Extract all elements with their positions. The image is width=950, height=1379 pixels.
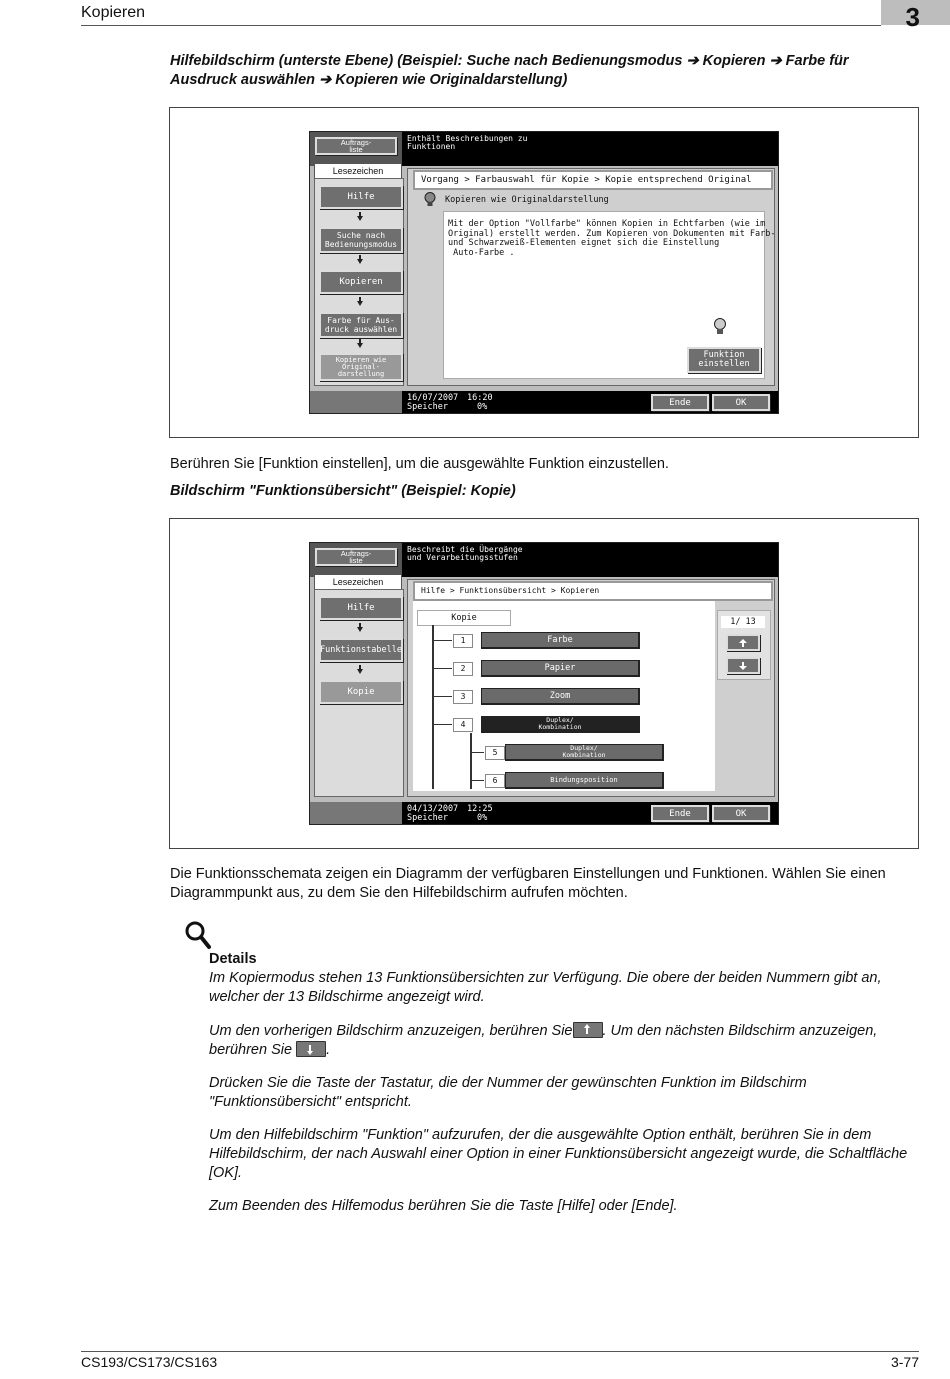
arrow-down-icon	[738, 661, 748, 671]
help-screen	[309, 131, 779, 414]
bookmark-tab[interactable]: Lesezeichen	[314, 163, 402, 179]
tree-node-number: 6	[485, 774, 505, 788]
arrow-up-icon	[738, 638, 748, 648]
screen-top-info: Enthält Beschreibungen zu Funktionen	[407, 134, 528, 151]
status-bar	[310, 391, 778, 413]
details-paragraph-4: Um den Hilfebildschirm "Funktion" aufzurufen, der die ausgewählte Option enthält, berühren Sie in dem Hilfebildschirm, der nach Auswahl einer Option in einer Funktionsübersicht angezeigt wurde, die Schaltfläche [OK].	[209, 1127, 908, 1181]
nav-function-table-button[interactable]: Funktionstabelle	[319, 638, 403, 662]
tree-node-number: 3	[453, 690, 473, 704]
details-paragraph-3: Drücken Sie die Taste der Tastatur, die der Nummer der gewünschten Funktion im Bildschirm "Funktionsübersicht" entspricht.	[209, 1075, 807, 1110]
tree-node-number: 1	[453, 634, 473, 648]
nav-copy-button[interactable]: Kopie	[319, 680, 403, 704]
status-bar-left	[310, 391, 402, 413]
down-button-icon	[296, 1041, 326, 1057]
footer-page-number: 3-77	[890, 1354, 919, 1370]
paragraph-function-schemes: Die Funktionsschemata zeigen ein Diagramm der verfügbaren Einstellungen und Funktionen. Wählen Sie einen Diagrammpunkt aus, zu dem Sie den Hilfebildschirm aufrufen möchten.	[170, 866, 886, 901]
tree-branch	[432, 640, 452, 641]
page-down-button[interactable]	[726, 657, 760, 674]
status-memory-label: Speicher	[407, 813, 448, 823]
page-up-button[interactable]	[726, 634, 760, 651]
tree-node-duplex-combination-sub[interactable]: Duplex/ Kombination	[505, 744, 664, 761]
down-arrow-icon	[357, 627, 363, 632]
bookmark-tab[interactable]: Lesezeichen	[314, 574, 402, 590]
down-arrow-icon	[357, 343, 363, 348]
tree-branch	[432, 668, 452, 669]
job-list-button[interactable]: Auftrags- liste	[315, 137, 397, 155]
nav-color-output-button[interactable]: Farbe für Aus- druck auswählen	[319, 312, 403, 338]
tree-branch	[470, 752, 484, 753]
tree-branch	[432, 724, 452, 725]
status-date: 16/07/2007	[407, 393, 459, 403]
screen-top-info: Beschreibt die Übergänge und Verarbeitungsstufen	[407, 545, 523, 562]
job-list-button[interactable]: Auftrags- liste	[315, 548, 397, 566]
status-memory-value: 0%	[477, 402, 488, 412]
details-paragraph-5: Zum Beenden des Hilfemodus berühren Sie die Taste [Hilfe] oder [Ende].	[209, 1198, 678, 1214]
details-paragraph-1: Im Kopiermodus stehen 13 Funktionsübersichten zur Verfügung. Die obere der beiden Nummern gibt an, welcher der 13 Bildschirme angezeigt wird.	[209, 970, 882, 1005]
details-paragraph-2	[209, 1022, 919, 1060]
page-indicator: 1/ 13	[721, 616, 765, 628]
tree-node-number: 4	[453, 718, 473, 732]
header-rule	[81, 25, 881, 26]
figure-frame-help-screen	[169, 107, 919, 438]
down-arrow-icon	[357, 669, 363, 674]
figure-caption-function-overview: Bildschirm "Funktionsübersicht" (Beispiel: Kopie)	[170, 483, 516, 499]
details-paragraph-2-part-a: Um den vorherigen Bildschirm anzuzeigen, berühren Sie	[209, 1023, 573, 1039]
status-bar	[310, 802, 778, 824]
ok-button[interactable]: OK	[712, 394, 770, 411]
set-function-button[interactable]: Funktion einstellen	[687, 347, 761, 373]
help-item-title: Kopieren wie Originaldarstellung	[445, 195, 609, 205]
details-paragraph-2-part-b: . Um den nächsten Bildschirm anzuzeigen, berühren Sie	[209, 1023, 878, 1058]
tree-node-paper[interactable]: Papier	[481, 660, 640, 677]
tree-branch	[470, 780, 484, 781]
nav-help-button[interactable]: Hilfe	[319, 596, 403, 620]
figure-frame-function-overview	[169, 518, 919, 849]
nav-copy-as-original-button[interactable]: Kopieren wie Original- darstellung	[319, 353, 403, 381]
tree-node-number: 5	[485, 746, 505, 760]
up-button-icon	[573, 1022, 603, 1038]
breadcrumb: Hilfe > Funktionsübersicht > Kopieren	[413, 581, 773, 601]
end-button[interactable]: Ende	[651, 805, 709, 822]
status-memory-label: Speicher	[407, 402, 448, 412]
down-arrow-icon	[357, 259, 363, 264]
nav-help-button[interactable]: Hilfe	[319, 185, 403, 209]
tree-node-zoom[interactable]: Zoom	[481, 688, 640, 705]
tree-node-binding-position[interactable]: Bindungsposition	[505, 772, 664, 789]
end-button[interactable]: Ende	[651, 394, 709, 411]
tree-trunk	[432, 625, 434, 789]
details-paragraph-2-part-c: .	[326, 1042, 331, 1058]
lightbulb-icon	[713, 318, 727, 336]
tree-branch	[432, 696, 452, 697]
chapter-number: 3	[905, 2, 920, 32]
status-time: 16:20	[467, 393, 493, 403]
function-overview-screen	[309, 542, 779, 825]
ok-button[interactable]: OK	[712, 805, 770, 822]
figure-caption-help-screen: Hilfebildschirm (unterste Ebene) (Beispiel: Suche nach Bedienungsmodus ➔ Kopieren ➔ Farbe für Ausdruck auswählen ➔ Kopieren wie Originaldarstellung)	[170, 53, 849, 88]
breadcrumb: Vorgang > Farbauswahl für Kopie > Kopie entsprechend Original	[413, 170, 773, 190]
status-bar-left	[310, 802, 402, 824]
lightbulb-icon	[424, 192, 436, 206]
tree-node-number: 2	[453, 662, 473, 676]
paragraph-set-function: Berühren Sie [Funktion einstellen], um die ausgewählte Funktion einzustellen.	[170, 456, 669, 472]
running-header-title: Kopieren	[81, 4, 146, 21]
tree-node-color[interactable]: Farbe	[481, 632, 640, 649]
down-arrow-icon	[357, 301, 363, 306]
magnifier-icon	[184, 920, 212, 950]
details-heading: Details	[209, 951, 257, 967]
chapter-tab	[881, 0, 950, 32]
status-memory-value: 0%	[477, 813, 488, 823]
nav-copy-button[interactable]: Kopieren	[319, 270, 403, 294]
footer-rule	[81, 1351, 919, 1352]
status-time: 12:25	[467, 804, 493, 814]
status-date: 04/13/2007	[407, 804, 459, 814]
footer-model: CS193/CS173/CS163	[81, 1354, 218, 1370]
nav-search-mode-button[interactable]: Suche nach Bedienungsmodus	[319, 227, 403, 253]
help-description: Mit der Option "Vollfarbe" können Kopien in Echtfarben (wie im Original) erstellt werden. Zum Kopieren von Dokumenten mit Farb- und Schwarzweiß-Elementen eignet sich die Einstellung Auto-Farbe .	[448, 219, 776, 258]
tree-node-duplex-combination[interactable]: Duplex/ Kombination	[481, 716, 640, 733]
down-arrow-icon	[357, 216, 363, 221]
tree-root-label: Kopie	[417, 610, 511, 626]
